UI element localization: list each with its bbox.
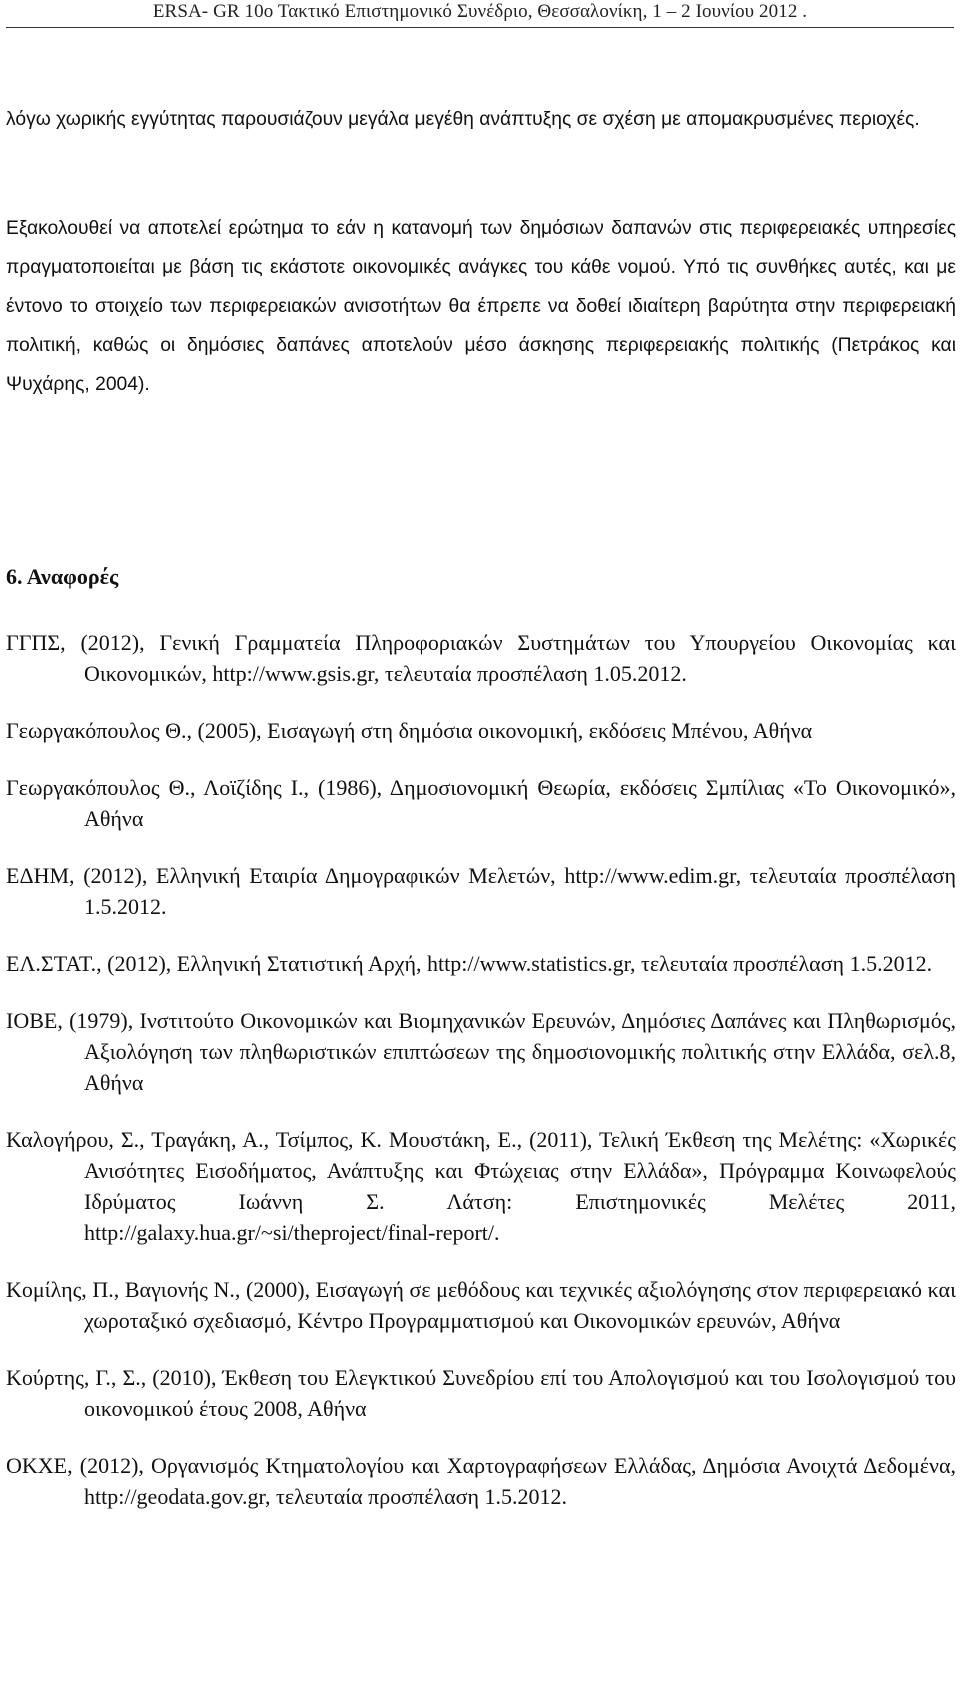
page-header: ERSA- GR 10ο Τακτικό Επιστημονικό Συνέδριο, Θεσσαλονίκη, 1 – 2 Ιουνίου 2012 . — [152, 1, 808, 22]
reference-item: ΙΟΒΕ, (1979), Ινστιτούτο Οικονομικών και Βιομηχανικών Ερευνών, Δημόσιες Δαπάνες και Πληθωρισμός, Αξιολόγηση των πληθωριστικών επιπτώσεων της δημοσιονομικής πολιτικής στην Ελλάδα, σελ.8, Αθήνα — [6, 1008, 956, 1095]
reference-item: ΓΓΠΣ, (2012), Γενική Γραμματεία Πληροφοριακών Συστημάτων του Υπουργείου Οικονομίας και Οικονομικών, http://www.gsis.gr, τελευταία προσπέλαση 1.05.2012. — [6, 630, 956, 686]
reference-item: Κομίλης, Π., Βαγιονής Ν., (2000), Εισαγωγή σε μεθόδους και τεχνικές αξιολόγησης στον περιφερειακό και χωροταξικό σχεδιασμό, Κέντρο Προγραμματισμού και Οικονομικών ερευνών, Αθήνα — [6, 1277, 956, 1333]
body-paragraph-2: Εξακολουθεί να αποτελεί ερώτημα το εάν η κατανομή των δημόσιων δαπανών στις περιφερειακές υπηρεσίες πραγματοποιείται με βάση τις εκάστοτε οικονομικές ανάγκες του κάθε νομού. Υπό τις συνθήκες αυτές, και με έντονο το στοιχείο των περιφερειακών ανισοτήτων θα έπρεπε να δοθεί ιδιαίτερη βαρύτητα στην περιφερειακή πολιτική, καθώς οι δημόσιες δαπάνες αποτελούν μέσο άσκησης περιφερειακής πολιτικής (Πετράκος και Ψυχάρης, 2004). — [6, 218, 956, 395]
reference-item: Καλογήρου, Σ., Τραγάκη, Α., Τσίμπος, Κ. Μουστάκη, Ε., (2011), Τελική Έκθεση της Μελέτης: «Χωρικές Ανισότητες Εισοδήματος, Ανάπτυξης και Φτώχειας στην Ελλάδα», Πρόγραμμα Κοινωφελούς Ιδρύματος Ιωάννη Σ. Λάτση: Επιστημονικές Μελέτες 2011, http://galaxy.hua.gr/~si/theproject/final-report/. — [6, 1127, 956, 1245]
reference-item: Κούρτης, Γ., Σ., (2010), Έκθεση του Ελεγκτικού Συνεδρίου επί του Απολογισμού και του Ισολογισμού του οικονομικού έτους 2008, Αθήνα — [6, 1365, 956, 1421]
header-divider — [6, 27, 954, 28]
body-paragraph-1: λόγω χωρικής εγγύτητας παρουσιάζουν μεγάλα μεγέθη ανάπτυξης σε σχέση με απομακρυσμένες περιοχές. — [6, 109, 920, 130]
reference-item: Γεωργακόπουλος Θ., Λοϊζίδης Ι., (1986), Δημοσιονομική Θεωρία, εκδόσεις Σμπίλιας «Το Οικονομικό», Αθήνα — [6, 775, 956, 831]
references-list — [6, 627, 956, 1538]
reference-item: ΟΚΧΕ, (2012), Οργανισμός Κτηματολογίου και Χαρτογραφήσεων Ελλάδας, Δημόσια Ανοιχτά Δεδομένα, http://geodata.gov.gr, τελευταία προσπέλαση 1.5.2012. — [6, 1453, 956, 1509]
section-title: 6. Αναφορές — [6, 564, 119, 589]
reference-item: ΕΛ.ΣΤΑΤ., (2012), Ελληνική Στατιστική Αρχή, http://www.statistics.gr, τελευταία προσπέλαση 1.5.2012. — [6, 951, 933, 976]
reference-item: Γεωργακόπουλος Θ., (2005), Εισαγωγή στη δημόσια οικονομική, εκδόσεις Μπένου, Αθήνα — [6, 718, 813, 743]
reference-item: ΕΔΗΜ, (2012), Ελληνική Εταιρία Δημογραφικών Μελετών, http://www.edim.gr, τελευταία προσπέλαση 1.5.2012. — [6, 863, 956, 919]
